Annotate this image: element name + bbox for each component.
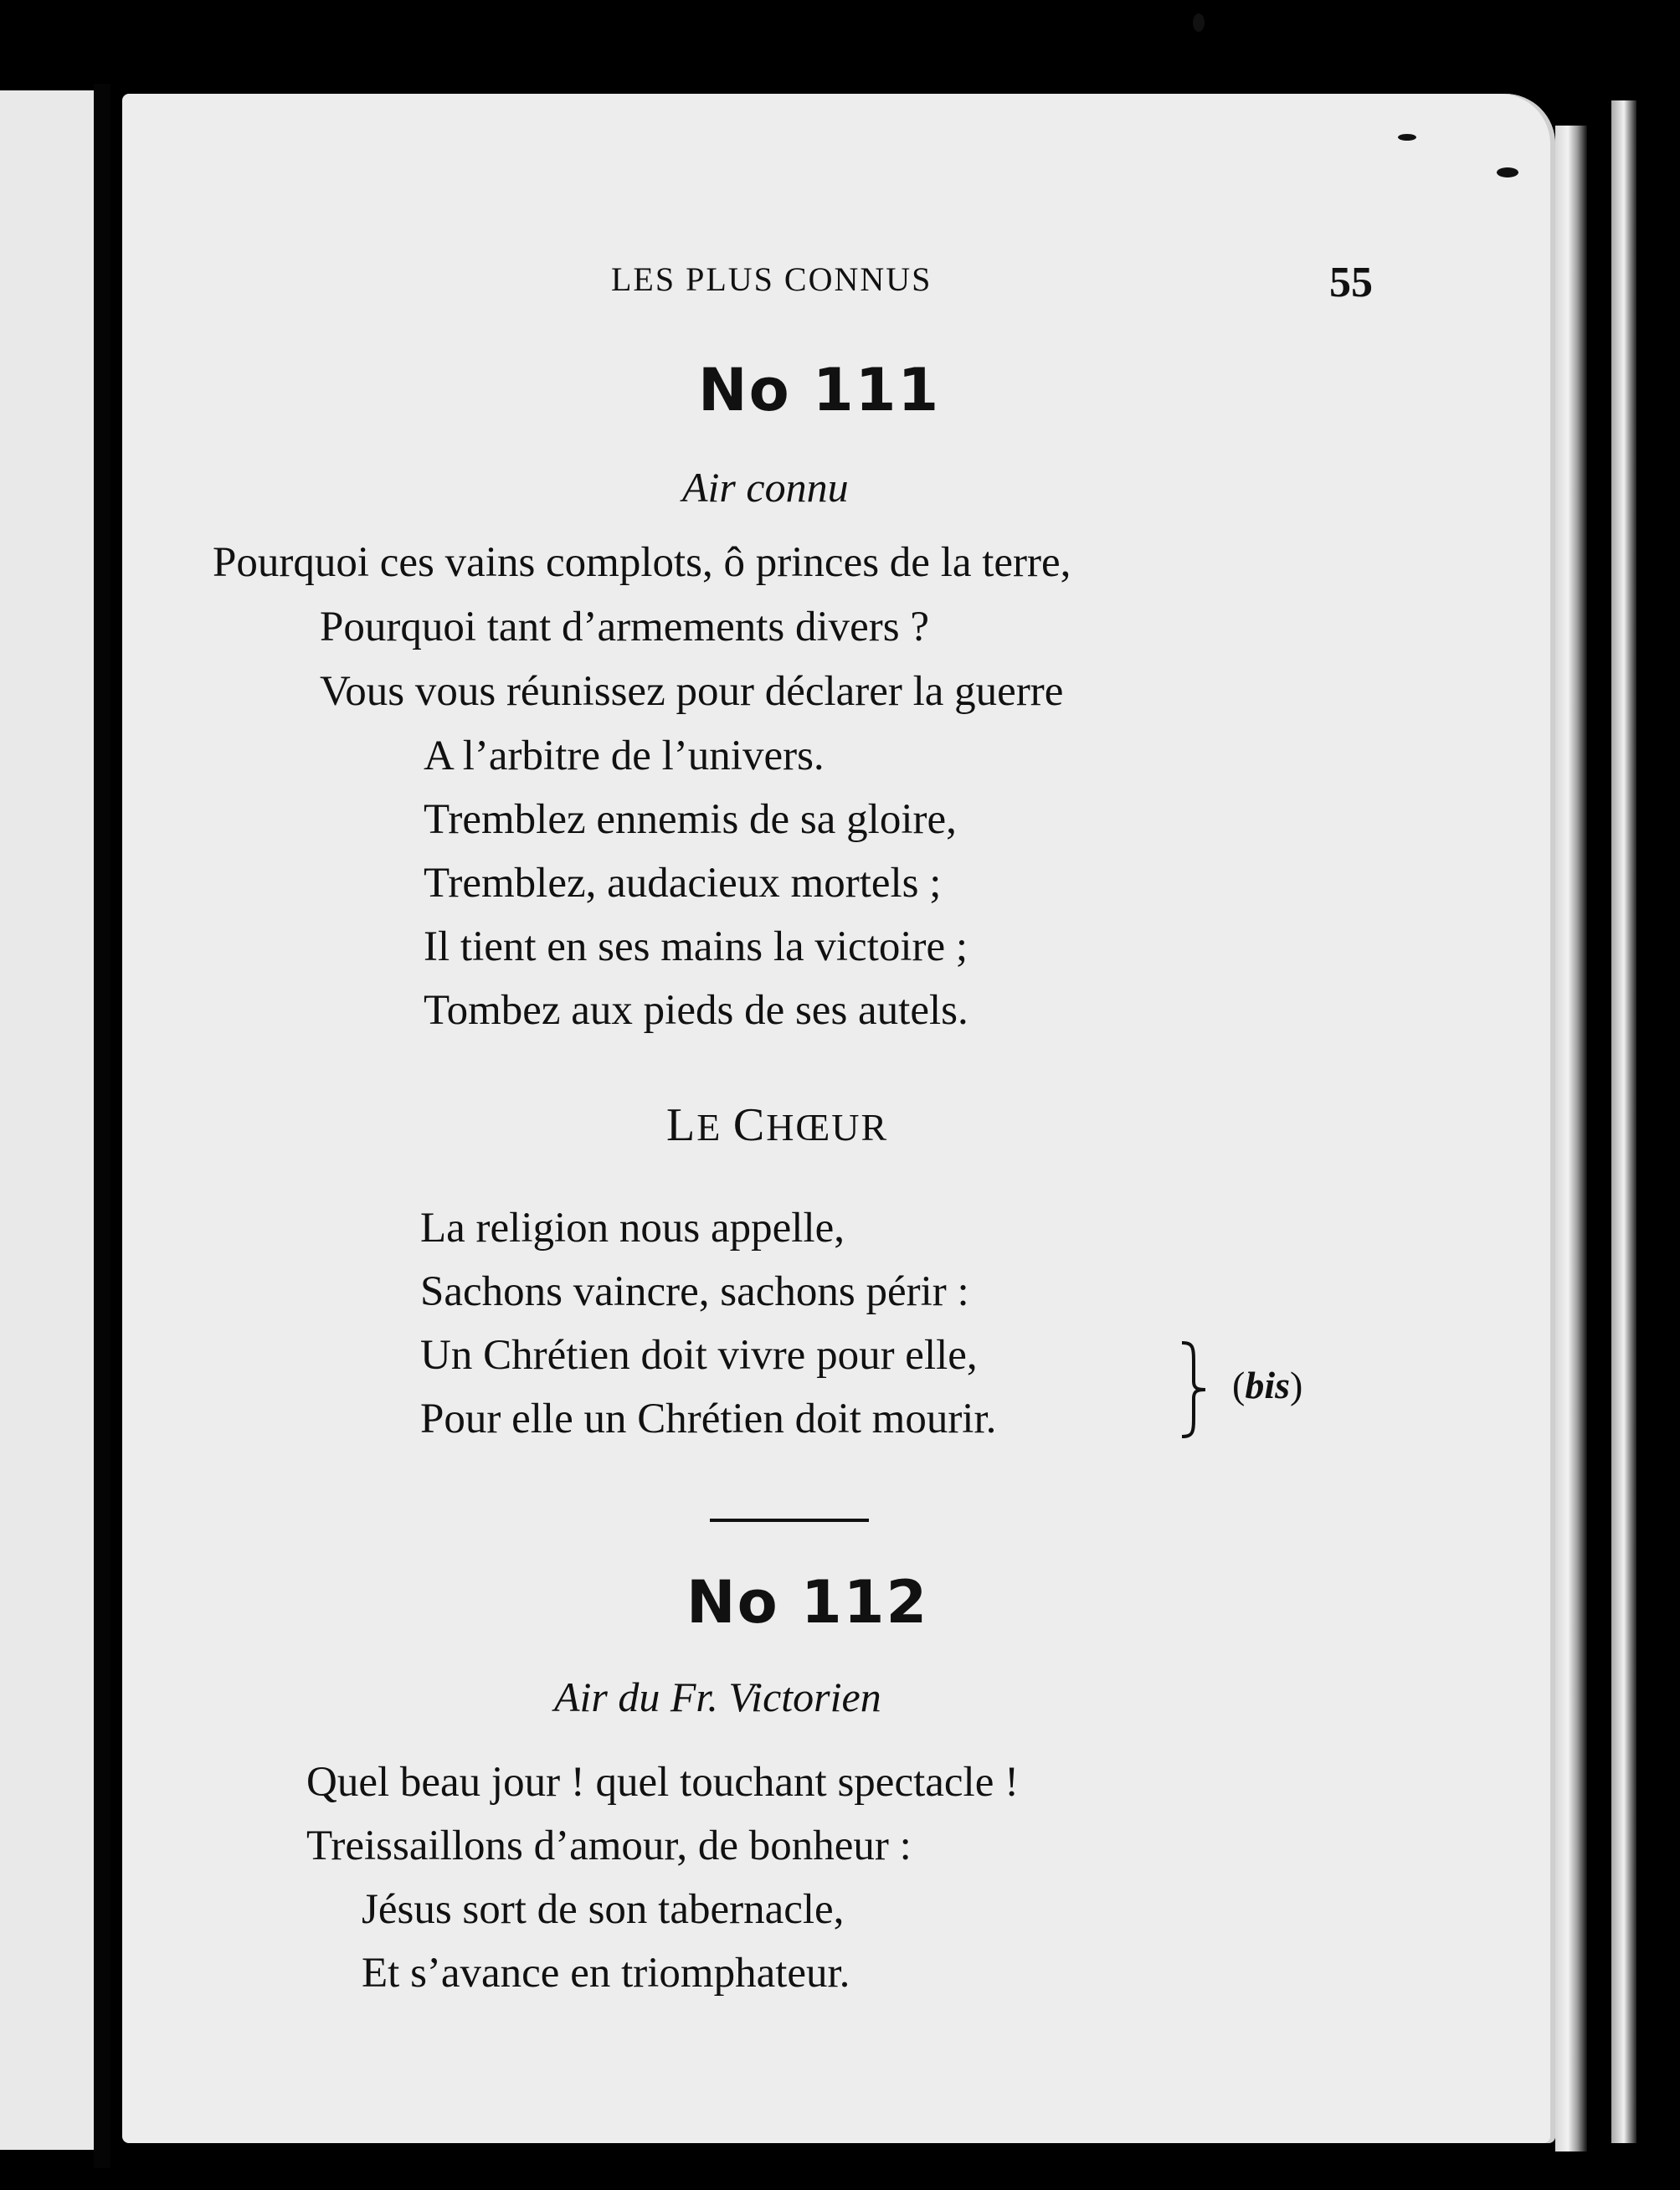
hymn-111-line-3: Vous vous réunissez pour déclarer la guerre [320, 668, 1064, 715]
chorus-line-4: Pour elle un Chrétien doit mourir. [420, 1396, 997, 1442]
book-spine [94, 84, 110, 2168]
hymn-112-line-1: Quel beau jour ! quel touchant spectacle ! [306, 1759, 1020, 1806]
facing-page-edge [0, 90, 104, 2150]
repeat-word: bis [1245, 1364, 1291, 1406]
repeat-mark [1232, 1363, 1302, 1407]
hymn-111-line-2: Pourquoi tant d’armements divers ? [320, 604, 929, 650]
hymn-112-line-4: Et s’avance en triomphateur. [362, 1950, 850, 1997]
hymn-112-line-3: Jésus sort de son tabernacle, [362, 1886, 845, 1933]
chorus-title-rest-2: HŒUR [766, 1106, 889, 1149]
hymn-111-number: No 111 [698, 356, 941, 424]
page-stack-edge-outer [1611, 100, 1636, 2143]
hymn-112-line-2: Treissaillons d’amour, de bonheur : [306, 1822, 912, 1869]
hymn-111-line-1: Pourquoi ces vains complots, ô princes de la terre, [213, 539, 1071, 586]
hymn-112-number: No 112 [686, 1568, 929, 1637]
section-divider [710, 1519, 869, 1522]
chorus-line-1: La religion nous appelle, [420, 1205, 845, 1252]
chorus-title-initial-2: C [732, 1099, 767, 1151]
chorus-title [666, 1098, 888, 1152]
hymn-111-line-5: Tremblez ennemis de sa gloire, [424, 796, 957, 843]
dust-speck [1497, 167, 1518, 177]
chorus-line-3: Un Chrétien doit vivre pour elle, [420, 1332, 978, 1379]
repeat-open: ( [1232, 1364, 1246, 1406]
hymn-111-air: Air connu [682, 464, 849, 511]
hymn-111-line-6: Tremblez, audacieux mortels ; [424, 860, 942, 907]
curly-brace-icon [1179, 1339, 1209, 1440]
dust-speck [1398, 134, 1416, 141]
chorus-title-rest: E [696, 1106, 733, 1149]
repeat-close: ) [1290, 1364, 1303, 1406]
dust-speck [1193, 13, 1205, 32]
hymn-111-line-4: A l’arbitre de l’univers. [424, 733, 825, 779]
hymn-111-line-8: Tombez aux pieds de ses autels. [424, 987, 968, 1034]
hymn-111-line-7: Il tient en ses mains la victoire ; [424, 923, 968, 970]
hymn-112-air: Air du Fr. Victorien [554, 1673, 881, 1720]
page-stack-edge [1555, 126, 1587, 2151]
chorus-line-2: Sachons vaincre, sachons périr : [420, 1268, 969, 1315]
chorus-title-initial: L [666, 1099, 697, 1151]
running-title: LES PLUS CONNUS [611, 260, 932, 298]
page-number: 55 [1329, 259, 1373, 306]
